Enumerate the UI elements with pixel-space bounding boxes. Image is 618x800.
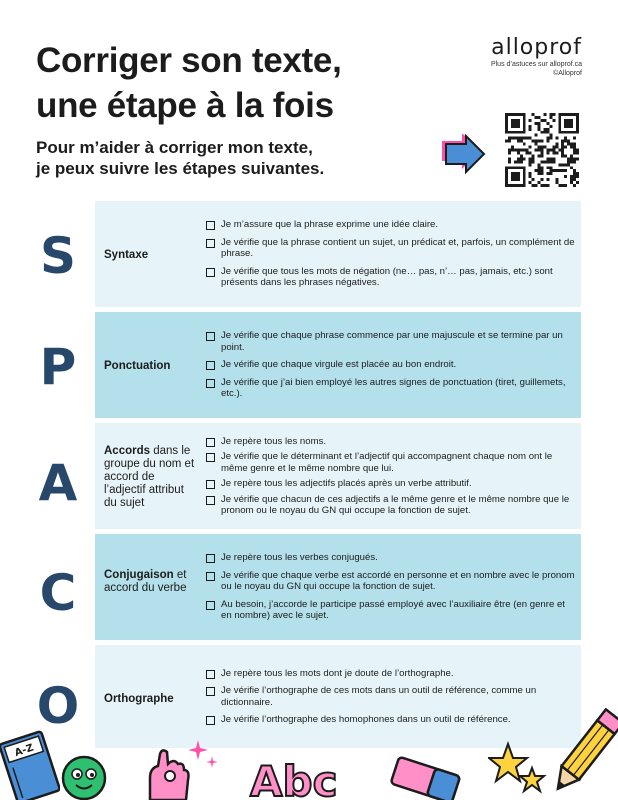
checklist-item	[206, 494, 576, 517]
checklist-item-text: Je vérifie que le déterminant et l’adjectif qui accompagnent chaque nom ont le même genre et le même nombre que lui.	[221, 451, 553, 474]
checkbox-icon[interactable]	[206, 379, 215, 388]
checkbox-icon[interactable]	[206, 332, 215, 341]
checkbox-icon[interactable]	[206, 687, 215, 696]
step-letter: A	[38, 454, 78, 512]
step-label	[104, 249, 196, 262]
checklist	[206, 201, 576, 307]
step-label-rest: dans le groupe du nom et accord de l’adjectif attribut du sujet	[104, 445, 195, 509]
checklist	[206, 645, 576, 748]
title-line-2: une étape à la fois	[36, 86, 334, 125]
checkbox-icon[interactable]	[206, 239, 215, 248]
dictionary-label: A-Z	[13, 742, 36, 759]
checklist	[206, 423, 576, 529]
checklist-item-text: Je vérifie que chaque verbe est accordé en personne et en nombre avec le pronom ou le noyau du GN qui occupe la fonction de sujet.	[221, 569, 575, 593]
checklist-item	[206, 668, 576, 680]
subtitle-line-1: Pour m’aider à corriger mon texte,	[36, 138, 313, 157]
brand-copyright: ©Alloprof	[553, 70, 582, 77]
checklist-item-text: Au besoin, j’accorde le participe passé employé avec l’auxiliaire être (en genre et en nombre) avec le sujet.	[221, 598, 565, 622]
dictionary-icon	[0, 722, 60, 800]
sparkle-icon	[186, 738, 220, 772]
checkbox-icon[interactable]	[206, 601, 215, 610]
checklist-item-text: Je m’assure que la phrase exprime une idée claire.	[221, 219, 439, 231]
checklist	[206, 534, 576, 640]
step-label-bold: Conjugaison	[104, 569, 174, 581]
checklist-item-text: Je vérifie que la phrase contient un sujet, un prédicat et, parfois, un complément de phrase.	[221, 236, 575, 260]
qr-code-icon[interactable]	[505, 113, 579, 187]
checklist-item	[206, 237, 576, 260]
checkbox-icon[interactable]	[206, 716, 215, 725]
step-label-rest: et accord du verbe	[104, 569, 187, 594]
step-letter: P	[39, 338, 77, 396]
checklist-item	[206, 714, 576, 726]
checklist-item	[206, 436, 576, 448]
step-label	[104, 693, 196, 706]
step-row-accords	[95, 423, 581, 529]
checkbox-icon[interactable]	[206, 480, 215, 489]
step-row-conjugaison	[95, 534, 581, 640]
arrow-right-icon	[440, 134, 492, 174]
checkbox-icon[interactable]	[206, 670, 215, 679]
checkbox-icon[interactable]	[206, 438, 215, 447]
checklist-item	[206, 552, 576, 564]
stars-icon	[488, 740, 550, 800]
subtitle	[36, 137, 324, 179]
step-row-syntaxe	[95, 201, 581, 307]
checklist-item-text: Je vérifie que chaque virgule est placée au bon endroit.	[221, 359, 457, 371]
checkbox-icon[interactable]	[206, 221, 215, 230]
abc-label: Abc	[250, 757, 338, 800]
alloprof-logo[interactable]: alloprof	[491, 35, 582, 60]
checklist-item	[206, 219, 576, 231]
checkbox-icon[interactable]	[206, 554, 215, 563]
checklist-item	[206, 599, 576, 622]
checklist-item-text: Je repère tous les adjectifs placés après un verbe attributif.	[221, 478, 472, 489]
step-label-bold: Ponctuation	[104, 360, 171, 372]
checklist-item	[206, 359, 576, 371]
step-label-bold: Accords	[104, 445, 151, 457]
subtitle-line-2: je peux suivre les étapes suivantes.	[36, 159, 325, 178]
step-label	[104, 569, 196, 595]
title-line-1: Corriger son texte,	[36, 41, 342, 80]
checklist-item-text: Je vérifie que chacun de ces adjectifs a le même genre et le même nombre que le pronom ou le noyau du GN qui occupe la fonction de sujet.	[221, 493, 570, 516]
checkbox-icon[interactable]	[206, 361, 215, 370]
checklist-item	[206, 451, 576, 474]
step-row-orthographe	[95, 645, 581, 748]
smiley-icon	[60, 752, 108, 800]
eraser-icon	[388, 748, 464, 800]
step-row-ponctuation	[95, 312, 581, 418]
brand-tagline: Plus d’astuces sur alloprof.ca	[490, 61, 582, 68]
checklist-item	[206, 570, 576, 593]
step-letter: C	[39, 564, 77, 622]
checklist-item-text: Je vérifie l’orthographe des homophones dans un outil de référence.	[221, 714, 511, 725]
pencil-icon	[552, 708, 618, 800]
step-label-bold: Orthographe	[104, 693, 174, 705]
checklist-item-text: Je vérifie que tous les mots de négation (ne… pas, n’… pas, jamais, etc.) sont présents dans les phrases négatives.	[221, 265, 553, 289]
checklist-item-text: Je repère tous les mots dont je doute de l’orthographe.	[221, 667, 454, 679]
step-letter: S	[39, 227, 76, 285]
step-label-bold: Syntaxe	[104, 249, 149, 261]
checklist-item-text: Je repère tous les noms.	[221, 435, 327, 447]
step-letter: O	[36, 677, 80, 735]
step-label	[104, 445, 196, 510]
checkbox-icon[interactable]	[206, 268, 215, 277]
checkbox-icon[interactable]	[206, 572, 215, 581]
checklist-item	[206, 266, 576, 289]
checklist-item-text: Je repère tous les verbes conjugués.	[221, 552, 378, 564]
brand-block	[491, 36, 582, 78]
checkbox-icon[interactable]	[206, 496, 215, 505]
step-label	[104, 360, 196, 373]
checklist	[206, 312, 576, 418]
checklist-item	[206, 478, 576, 490]
checklist-item-text: Je vérifie que chaque phrase commence par une majuscule et se termine par un point.	[221, 330, 563, 353]
abc-icon	[246, 752, 342, 800]
checklist-item	[206, 685, 576, 708]
checkbox-icon[interactable]	[206, 453, 215, 462]
checklist-item-text: Je vérifie l’orthographe de ces mots dans un outil de référence, comme un dictionnaire.	[221, 685, 537, 708]
checklist-item	[206, 330, 576, 353]
checklist-item	[206, 377, 576, 400]
page-title	[36, 38, 342, 128]
checklist-item-text: Je vérifie que j’ai bien employé les autres signes de ponctuation (tiret, guillemets, etc.).	[221, 376, 566, 400]
